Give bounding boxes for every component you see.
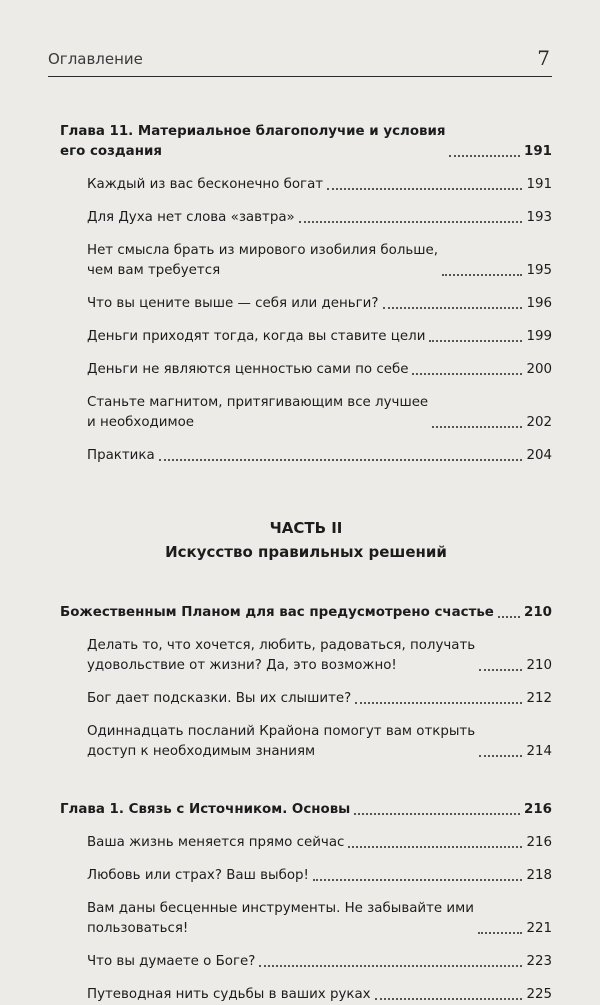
toc-entry-title [87, 446, 155, 466]
toc-entry [60, 175, 552, 195]
toc-page-number: 191 [526, 177, 552, 192]
toc-entry [60, 866, 552, 886]
toc-entry-title-line: Практика [87, 448, 155, 463]
dot-leader [375, 998, 523, 1000]
toc-entry-title [60, 800, 350, 820]
toc-entry-title-line: Что вы цените выше — себя или деньги? [87, 296, 379, 311]
spacer [60, 228, 552, 241]
toc-page-number: 225 [526, 987, 552, 1002]
toc-entry-title [87, 636, 475, 676]
toc-entry [60, 208, 552, 228]
toc-page-number: 202 [526, 415, 552, 430]
toc-entry-title [87, 241, 438, 281]
toc-entry-title-line: удовольствие от жизни? Да, это возможно! [87, 658, 397, 673]
toc-entry-title [87, 393, 428, 433]
toc-entry-title-line: доступ к необходимым знаниям [87, 744, 316, 759]
spacer [60, 676, 552, 689]
toc-entry-title-line: и необходимое [87, 415, 195, 430]
toc-entry-title-line: Ваша жизнь меняется прямо сейчас [87, 835, 345, 850]
dot-leader [383, 307, 523, 309]
toc-entry-title-line: Глава 11. Материальное благополучие и условия [60, 124, 446, 139]
toc-page-number: 204 [526, 448, 552, 463]
toc-entry [60, 722, 552, 762]
toc-page-number: 212 [526, 691, 552, 706]
spacer [60, 195, 552, 208]
toc-entry [60, 393, 552, 433]
spacer [60, 972, 552, 985]
toc-page-number: 214 [526, 744, 552, 759]
spacer [60, 709, 552, 722]
toc-entry-title [60, 603, 494, 623]
toc-page-number: 210 [524, 605, 552, 620]
toc-entry-title-line: пользоваться! [87, 921, 189, 936]
toc-entry [60, 952, 552, 972]
toc-entry-title-line: Любовь или страх? Ваш выбор! [87, 868, 309, 883]
toc-entry-title [87, 294, 379, 314]
toc-entry [60, 689, 552, 709]
dot-leader [432, 426, 522, 428]
toc-entry [60, 833, 552, 853]
dot-leader [299, 221, 523, 223]
toc-entry-title-line: чем вам требуется [87, 263, 221, 278]
toc-entry [60, 294, 552, 314]
toc-entry-title-line: Каждый из вас бесконечно богат [87, 177, 324, 192]
toc-entry-title [87, 866, 309, 886]
toc-page-number: 223 [526, 954, 552, 969]
toc-entry-title [87, 689, 351, 709]
toc-section [60, 603, 552, 762]
toc-entry-title-line: Деньги приходят тогда, когда вы ставите цели [87, 329, 426, 344]
toc-entry-title [87, 208, 295, 228]
spacer [60, 820, 552, 833]
toc-entry-title-line: Вам даны бесценные инструменты. Не забывайте ими [87, 901, 474, 916]
dot-leader [412, 373, 522, 375]
toc-entry-title-line: Что вы думаете о Боге? [87, 954, 256, 969]
toc-entry-title [87, 985, 371, 1005]
dot-leader [159, 459, 523, 461]
toc-entry-title-line: его создания [60, 144, 162, 159]
toc-page-number: 199 [526, 329, 552, 344]
toc-entry-title [60, 122, 445, 162]
table-of-contents [60, 122, 552, 1005]
toc-entry [60, 360, 552, 380]
toc-chapter-entry [60, 603, 552, 623]
running-header [48, 40, 552, 77]
toc-entry-title-line: Деньги не являются ценностью сами по себе [87, 362, 409, 377]
toc-entry-title-line: Нет смысла брать из мирового изобилия больше, [87, 243, 439, 258]
toc-page-number: 221 [526, 921, 552, 936]
dot-leader [429, 340, 522, 342]
dot-leader [355, 702, 522, 704]
toc-page-number: 196 [526, 296, 552, 311]
toc-entry-title-line: Божественным Планом для вас предусмотрено счастье [60, 605, 494, 620]
toc-entry [60, 241, 552, 281]
spacer [60, 162, 552, 175]
toc-entry-title [87, 722, 475, 762]
toc-section [60, 800, 552, 1005]
dot-leader [479, 669, 522, 671]
dot-leader [313, 879, 523, 881]
toc-entry-title-line: Путеводная нить судьбы в ваших руках [87, 987, 371, 1002]
toc-entry-title-line: Одиннадцать посланий Крайона помогут вам открыть [87, 724, 476, 739]
toc-page-number: 195 [526, 263, 552, 278]
toc-entry [60, 985, 552, 1005]
spacer [60, 347, 552, 360]
dot-leader [354, 813, 520, 815]
dot-leader [478, 932, 523, 934]
spacer [60, 281, 552, 294]
part-heading [60, 516, 552, 564]
toc-entry [60, 446, 552, 466]
dot-leader [327, 188, 522, 190]
toc-page-number: 193 [526, 210, 552, 225]
toc-entry-title [87, 360, 408, 380]
dot-leader [449, 155, 520, 157]
toc-entry [60, 327, 552, 347]
dot-leader [259, 965, 522, 967]
toc-page-number: 216 [526, 835, 552, 850]
toc-chapter-entry [60, 800, 552, 820]
toc-entry-title [87, 952, 255, 972]
dot-leader [348, 846, 522, 848]
toc-entry-title [87, 833, 344, 853]
page-number: 7 [537, 46, 550, 70]
toc-entry [60, 899, 552, 939]
spacer [60, 314, 552, 327]
toc-entry-title-line: Станьте магнитом, притягивающим все лучшее [87, 395, 429, 410]
toc-entry-title [87, 327, 425, 347]
toc-entry [60, 636, 552, 676]
spacer [60, 939, 552, 952]
spacer [60, 433, 552, 446]
toc-page-number: 210 [526, 658, 552, 673]
toc-entry-title [87, 899, 474, 939]
toc-page-number: 216 [524, 802, 552, 817]
toc-page-number: 200 [526, 362, 552, 377]
dot-leader [498, 616, 520, 618]
toc-entry-title [87, 175, 323, 195]
part-label: ЧАСТЬ II [269, 519, 343, 537]
toc-section [60, 122, 552, 466]
toc-entry-title-line: Бог дает подсказки. Вы их слышите? [87, 691, 352, 706]
spacer [60, 380, 552, 393]
toc-entry-title-line: Для Духа нет слова «завтра» [87, 210, 295, 225]
dot-leader [442, 274, 522, 276]
dot-leader [479, 755, 522, 757]
spacer [60, 886, 552, 899]
running-title: Оглавление [48, 50, 143, 68]
part-title: Искусство правильных решений [165, 543, 447, 561]
toc-entry-title-line: Глава 1. Связь с Источником. Основы [60, 802, 351, 817]
spacer [60, 623, 552, 636]
toc-page-number: 191 [524, 144, 552, 159]
toc-chapter-entry [60, 122, 552, 162]
toc-page-number: 218 [526, 868, 552, 883]
spacer [60, 853, 552, 866]
toc-entry-title-line: Делать то, что хочется, любить, радоваться, получать [87, 638, 476, 653]
